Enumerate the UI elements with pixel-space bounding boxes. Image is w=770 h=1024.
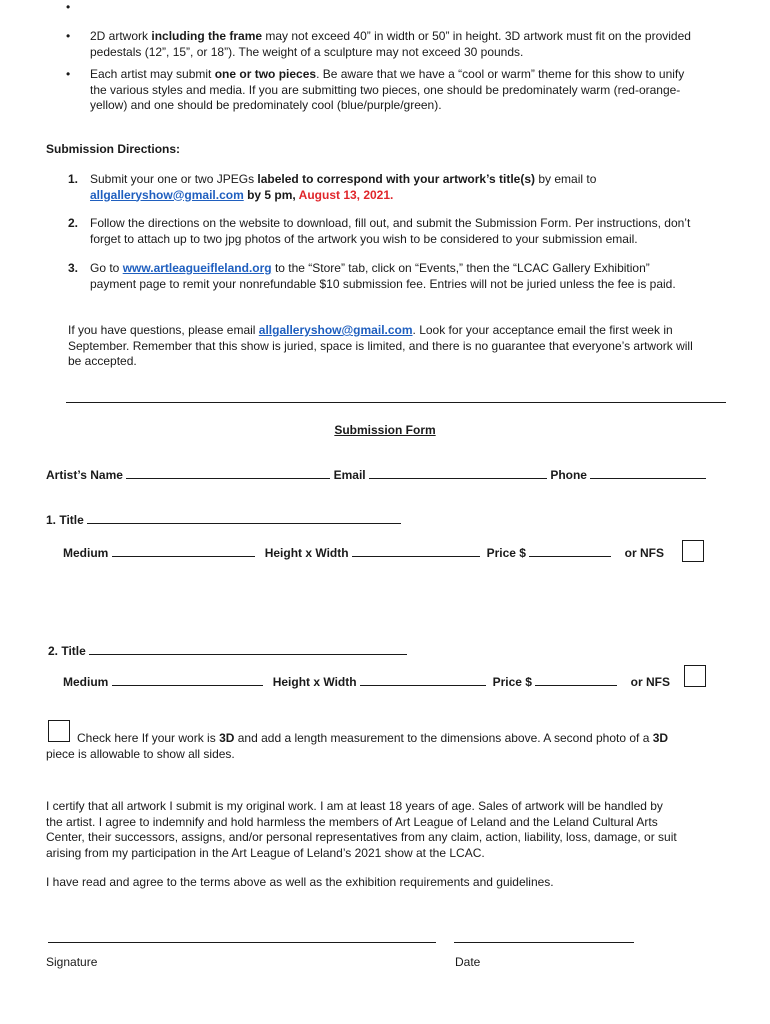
agreement-statement: I have read and agree to the terms above as well as the exhibition requirements and guidelines. [46,875,554,889]
deadline-date: August 13, 2021 [298,187,391,202]
piece-1-nfs-checkbox[interactable] [682,540,704,562]
step-number: 3. [68,261,79,275]
email-label: Email [333,468,366,482]
check-3d-text: Check here If your work is 3D and add a length measurement to the dimensions above. A second photo of a 3D [77,731,669,745]
piece-2-size-field[interactable] [360,674,486,686]
email-link[interactable]: allgalleryshow@gmail.com [90,187,244,202]
bullet-icon: • [66,0,71,14]
phone-field[interactable] [590,467,706,479]
piece-1-details-row [63,545,664,562]
date-label: Date [455,955,481,969]
step-3: Go to www.artleagueifleland.org to the “Store” tab, click on “Events,” then the “LCAC Gallery Exhibition” payment page to remit your nonrefundable $10 submission fee. Entries will not be juried unless the fee is paid. [90,261,676,291]
step-number: 2. [68,216,79,230]
step-2: Follow the directions on the website to download, fill out, and submit the Submission Form. Per instructions, don’t forget to attach up to two jpg photos of the artwork you wish to be considered to your submission email. [90,216,691,246]
medium-label: Medium [63,546,109,560]
bullet-icon: • [66,29,71,43]
certification-paragraph: I certify that all artwork I submit is my original work. I am at least 18 years of age. Sales of artwork will be handled by the artist. I agree to indemnify and hold harmless the members of Art League of Leland and the Leland Cultural Arts Center, their successors, assigns, and/or personal representatives from any claim, action, liability, loss, damage, or suit arising from my participation in the Art League of Leland’s 2021 show at the LCAC. [46,799,677,860]
check-3d-text-line2: piece is allowable to show all sides. [46,747,235,761]
step-1: Submit your one or two JPEGs labeled to correspond with your artwork’s title(s) by email to allgalleryshow@gmail.com by 5 pm, August 13, 2021. [90,172,597,202]
email-link[interactable]: allgalleryshow@gmail.com [258,323,413,337]
piece-1-size-field[interactable] [352,545,480,557]
piece-1-price-field[interactable] [529,545,611,557]
email-field[interactable] [369,467,547,479]
requirement-frame-size: 2D artwork including the frame may not exceed 40” in width or 50” in height. 3D artwork must fit on the provided pedestals (12”, 15”, or 18”). The weight of a sculpture may not exceed 30 pounds. [90,29,691,59]
piece-2-title-row [48,643,407,660]
piece-1-title-field[interactable] [87,512,401,524]
piece-2-title-field[interactable] [89,643,407,655]
price-label: Price $ [486,546,526,560]
piece-2-medium-field[interactable] [112,674,263,686]
date-field[interactable] [454,942,634,943]
signature-field[interactable] [48,942,436,943]
bullet-icon: • [66,67,71,81]
piece-2-price-field[interactable] [535,674,617,686]
requirement-pieces: Each artist may submit one or two pieces. Be aware that we have a “cool or warm” theme for this show to unify the various styles and media. If you are submitting two pieces, one should be predominately warm (red-orange- yellow) and one should be predominately cool (blue/purple/green). [90,67,685,112]
artist-name-label: Artist’s Name [46,468,123,482]
piece-2-title-label: 2. Title [48,644,86,658]
artist-info-row [46,467,706,484]
piece-1-title-row [46,512,401,529]
step-number: 1. [68,172,79,186]
questions-paragraph: If you have questions, please email allgalleryshow@gmail.com. Look for your acceptance email the first week in September. Remember that this show is juried, space is limited, and there is no guarantee that everyone’s artwork will be accepted. [68,323,693,368]
piece-2-nfs-checkbox[interactable] [684,665,706,687]
signature-label: Signature [46,955,98,969]
divider [66,402,726,403]
height-width-label: Height x Width [264,546,349,560]
nfs-label: or NFS [630,675,671,689]
phone-label: Phone [550,468,587,482]
piece-1-medium-field[interactable] [112,545,255,557]
form-title: Submission Form [334,423,436,437]
nfs-label: or NFS [624,546,665,560]
price-label: Price $ [492,675,532,689]
artist-name-field[interactable] [126,467,330,479]
medium-label: Medium [63,675,109,689]
website-link[interactable]: www.artleagueifleland.org [122,261,272,275]
directions-heading: Submission Directions: [46,142,181,156]
piece-1-title-label: 1. Title [46,513,84,527]
piece-2-details-row [63,674,670,691]
check-3d-checkbox[interactable] [48,720,70,742]
height-width-label: Height x Width [272,675,357,689]
